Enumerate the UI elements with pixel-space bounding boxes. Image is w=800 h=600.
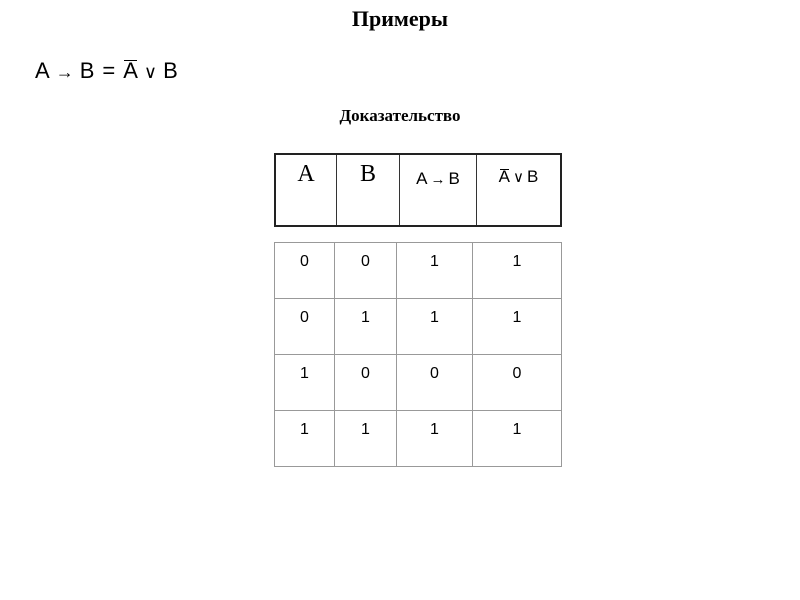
- header-row: [275, 154, 561, 226]
- table-cell: 1: [473, 411, 562, 467]
- equals-symbol: =: [102, 58, 116, 83]
- table-cell: 0: [335, 355, 397, 411]
- impl-a: A: [416, 169, 428, 188]
- table-cell: 1: [335, 411, 397, 467]
- disj-b: B: [526, 167, 539, 186]
- table-row: [275, 299, 562, 355]
- proof-heading: Доказательство: [339, 106, 461, 125]
- impl-b: B: [448, 169, 460, 188]
- disj-not-a: A: [498, 167, 510, 186]
- table-cell: 1: [397, 299, 473, 355]
- table-cell: 1: [275, 355, 335, 411]
- header-b: B: [337, 154, 400, 226]
- table-cell: 1: [275, 411, 335, 467]
- formula-rhs-b: B: [163, 58, 178, 83]
- table-cell: 0: [397, 355, 473, 411]
- implies-symbol: →: [55, 62, 74, 82]
- header-disjunction: [477, 154, 562, 226]
- header-implication: [400, 154, 477, 226]
- truth-table-body: [274, 242, 562, 467]
- table-cell: 1: [397, 411, 473, 467]
- table-cell: 1: [397, 243, 473, 299]
- or-symbol: ∨: [143, 62, 158, 82]
- table-cell: 1: [473, 299, 562, 355]
- table-cell: 0: [275, 243, 335, 299]
- table-cell: 0: [275, 299, 335, 355]
- header-a: A: [275, 154, 337, 226]
- table-row: [275, 411, 562, 467]
- table-row: [275, 243, 562, 299]
- disj-or: ∨: [513, 169, 524, 186]
- table-cell: 1: [473, 243, 562, 299]
- truth-table-header: [274, 153, 562, 227]
- formula-lhs-b: B: [79, 58, 95, 83]
- table-cell: 1: [335, 299, 397, 355]
- formula-not-a: A: [123, 58, 138, 83]
- page-title: Примеры: [351, 6, 449, 31]
- formula-lhs-a: A: [35, 58, 50, 83]
- table-cell: 0: [335, 243, 397, 299]
- table-cell: 0: [473, 355, 562, 411]
- formula: [35, 58, 178, 84]
- table-row: [275, 355, 562, 411]
- impl-arrow: →: [430, 171, 446, 188]
